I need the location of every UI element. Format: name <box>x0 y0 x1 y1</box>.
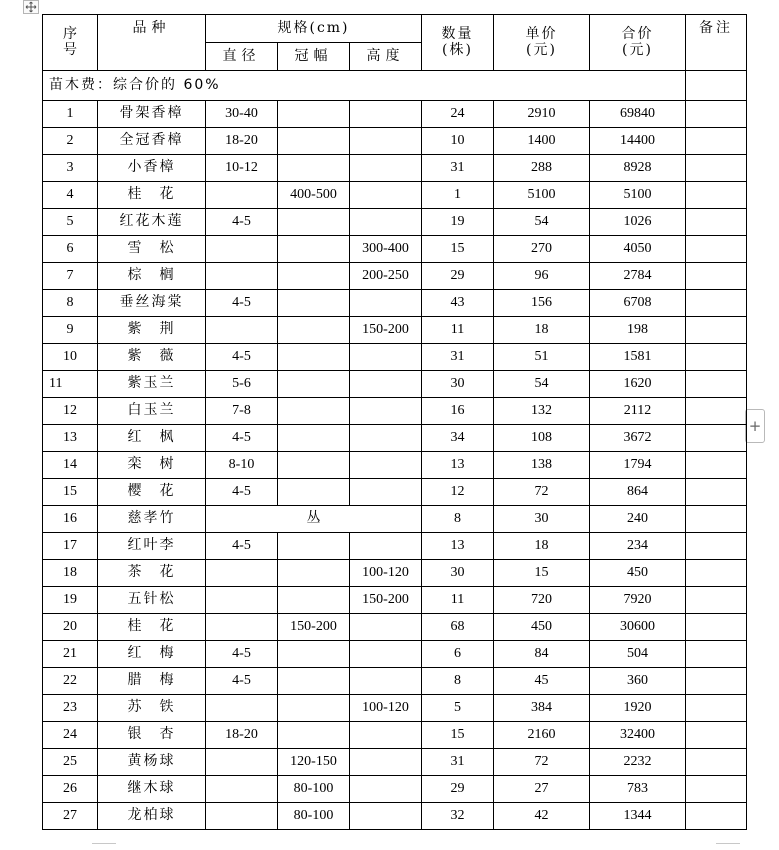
row-species: 樱 花 <box>98 479 206 506</box>
row-total: 360 <box>590 668 686 695</box>
row-total: 1344 <box>590 803 686 830</box>
row-quantity: 32 <box>422 803 494 830</box>
table-row <box>43 398 747 425</box>
table-row <box>43 425 747 452</box>
row-crown <box>278 371 350 398</box>
row-diameter: 4-5 <box>206 425 278 452</box>
row-remark <box>686 776 747 803</box>
row-quantity: 24 <box>422 101 494 128</box>
row-crown <box>278 263 350 290</box>
row-unit-price: 132 <box>494 398 590 425</box>
row-total: 2784 <box>590 263 686 290</box>
table-row <box>43 668 747 695</box>
row-height <box>350 290 422 317</box>
row-crown <box>278 317 350 344</box>
row-crown <box>278 452 350 479</box>
row-species: 棕 榈 <box>98 263 206 290</box>
row-index: 21 <box>43 641 98 668</box>
row-diameter <box>206 560 278 587</box>
row-species: 紫玉兰 <box>98 371 206 398</box>
table-row <box>43 155 747 182</box>
row-quantity: 15 <box>422 236 494 263</box>
row-crown <box>278 425 350 452</box>
row-quantity: 10 <box>422 128 494 155</box>
table-row <box>43 803 747 830</box>
row-index: 16 <box>43 506 98 533</box>
row-remark <box>686 263 747 290</box>
row-height <box>350 533 422 560</box>
row-species: 小香樟 <box>98 155 206 182</box>
row-crown: 80-100 <box>278 776 350 803</box>
table-row <box>43 371 747 398</box>
row-diameter: 7-8 <box>206 398 278 425</box>
row-height <box>350 803 422 830</box>
row-remark <box>686 236 747 263</box>
row-unit-price: 1400 <box>494 128 590 155</box>
table-row <box>43 236 747 263</box>
row-index: 18 <box>43 560 98 587</box>
row-index: 1 <box>43 101 98 128</box>
row-diameter <box>206 236 278 263</box>
row-height <box>350 425 422 452</box>
row-height: 100-120 <box>350 560 422 587</box>
table-row <box>43 695 747 722</box>
row-remark <box>686 533 747 560</box>
row-total: 1026 <box>590 209 686 236</box>
row-crown: 120-150 <box>278 749 350 776</box>
table-row <box>43 101 747 128</box>
row-remark <box>686 668 747 695</box>
row-total: 234 <box>590 533 686 560</box>
row-index: 15 <box>43 479 98 506</box>
row-remark <box>686 209 747 236</box>
row-diameter: 18-20 <box>206 128 278 155</box>
row-crown <box>278 587 350 614</box>
row-remark <box>686 560 747 587</box>
row-unit-price: 27 <box>494 776 590 803</box>
row-unit-price: 138 <box>494 452 590 479</box>
row-height <box>350 155 422 182</box>
row-species: 紫 薇 <box>98 344 206 371</box>
row-quantity: 31 <box>422 344 494 371</box>
row-quantity: 19 <box>422 209 494 236</box>
row-diameter: 4-5 <box>206 641 278 668</box>
row-crown <box>278 641 350 668</box>
row-height <box>350 101 422 128</box>
row-index: 4 <box>43 182 98 209</box>
row-crown <box>278 695 350 722</box>
table-row <box>43 263 747 290</box>
row-diameter <box>206 614 278 641</box>
row-index: 3 <box>43 155 98 182</box>
header-total: 合价 (元) <box>590 15 686 71</box>
row-species: 骨架香樟 <box>98 101 206 128</box>
table-row <box>43 533 747 560</box>
table-row <box>43 749 747 776</box>
row-remark <box>686 722 747 749</box>
row-unit-price: 156 <box>494 290 590 317</box>
row-total: 1794 <box>590 452 686 479</box>
row-unit-price: 30 <box>494 506 590 533</box>
row-unit-price: 18 <box>494 533 590 560</box>
table-row <box>43 452 747 479</box>
row-height <box>350 344 422 371</box>
row-unit-price: 2160 <box>494 722 590 749</box>
row-index: 6 <box>43 236 98 263</box>
row-index: 12 <box>43 398 98 425</box>
row-quantity: 68 <box>422 614 494 641</box>
row-index: 10 <box>43 344 98 371</box>
row-total: 1920 <box>590 695 686 722</box>
row-index: 20 <box>43 614 98 641</box>
row-quantity: 1 <box>422 182 494 209</box>
row-index: 23 <box>43 695 98 722</box>
row-index: 14 <box>43 452 98 479</box>
row-index: 13 <box>43 425 98 452</box>
row-remark <box>686 452 747 479</box>
row-species: 紫 荆 <box>98 317 206 344</box>
row-crown <box>278 236 350 263</box>
row-index: 5 <box>43 209 98 236</box>
row-height <box>350 128 422 155</box>
row-unit-price: 51 <box>494 344 590 371</box>
row-unit-price: 15 <box>494 560 590 587</box>
row-crown: 80-100 <box>278 803 350 830</box>
row-remark <box>686 695 747 722</box>
row-total: 30600 <box>590 614 686 641</box>
row-quantity: 30 <box>422 560 494 587</box>
row-species: 垂丝海棠 <box>98 290 206 317</box>
row-unit-price: 5100 <box>494 182 590 209</box>
row-species: 红叶李 <box>98 533 206 560</box>
row-total: 32400 <box>590 722 686 749</box>
nursery-cost-table <box>42 14 747 830</box>
row-quantity: 16 <box>422 398 494 425</box>
row-index: 26 <box>43 776 98 803</box>
row-species: 红花木莲 <box>98 209 206 236</box>
row-species: 银 杏 <box>98 722 206 749</box>
row-diameter <box>206 803 278 830</box>
row-remark <box>686 101 747 128</box>
row-index: 17 <box>43 533 98 560</box>
row-unit-price: 96 <box>494 263 590 290</box>
row-index: 22 <box>43 668 98 695</box>
row-crown <box>278 560 350 587</box>
row-quantity: 30 <box>422 371 494 398</box>
row-total: 69840 <box>590 101 686 128</box>
row-index: 2 <box>43 128 98 155</box>
row-quantity: 12 <box>422 479 494 506</box>
row-total: 2112 <box>590 398 686 425</box>
header-remark: 备注 <box>686 15 747 71</box>
row-height <box>350 641 422 668</box>
row-diameter <box>206 776 278 803</box>
row-species: 桂 花 <box>98 614 206 641</box>
row-quantity: 31 <box>422 155 494 182</box>
row-total: 450 <box>590 560 686 587</box>
row-crown <box>278 101 350 128</box>
row-diameter: 30-40 <box>206 101 278 128</box>
row-remark <box>686 317 747 344</box>
row-remark <box>686 344 747 371</box>
row-quantity: 13 <box>422 533 494 560</box>
row-height: 300-400 <box>350 236 422 263</box>
row-species: 红 枫 <box>98 425 206 452</box>
row-remark <box>686 128 747 155</box>
row-quantity: 8 <box>422 506 494 533</box>
row-total: 14400 <box>590 128 686 155</box>
row-index: 19 <box>43 587 98 614</box>
row-spec-merged: 丛 <box>206 506 422 533</box>
category-label: 苗木费：综合价的 60% <box>43 71 686 101</box>
row-remark <box>686 749 747 776</box>
row-total: 1581 <box>590 344 686 371</box>
table-row <box>43 209 747 236</box>
row-diameter: 10-12 <box>206 155 278 182</box>
row-diameter: 18-20 <box>206 722 278 749</box>
row-unit-price: 18 <box>494 317 590 344</box>
row-remark <box>686 803 747 830</box>
row-unit-price: 72 <box>494 749 590 776</box>
row-height <box>350 371 422 398</box>
row-total: 1620 <box>590 371 686 398</box>
row-crown <box>278 533 350 560</box>
row-quantity: 29 <box>422 263 494 290</box>
row-diameter <box>206 695 278 722</box>
row-diameter <box>206 749 278 776</box>
row-height <box>350 668 422 695</box>
row-species: 雪 松 <box>98 236 206 263</box>
row-remark <box>686 614 747 641</box>
row-height <box>350 749 422 776</box>
row-quantity: 31 <box>422 749 494 776</box>
row-crown <box>278 209 350 236</box>
row-unit-price: 2910 <box>494 101 590 128</box>
row-diameter: 8-10 <box>206 452 278 479</box>
table-row <box>43 344 747 371</box>
row-crown <box>278 479 350 506</box>
row-index: 7 <box>43 263 98 290</box>
table-row <box>43 776 747 803</box>
row-diameter: 4-5 <box>206 668 278 695</box>
table-move-handle-icon[interactable] <box>23 0 39 14</box>
row-diameter: 4-5 <box>206 209 278 236</box>
row-quantity: 11 <box>422 587 494 614</box>
table-row <box>43 506 747 533</box>
row-unit-price: 54 <box>494 209 590 236</box>
row-unit-price: 720 <box>494 587 590 614</box>
row-species: 苏 铁 <box>98 695 206 722</box>
row-height <box>350 182 422 209</box>
row-quantity: 13 <box>422 452 494 479</box>
row-remark <box>686 371 747 398</box>
header-unit-price: 单价 (元) <box>494 15 590 71</box>
row-total: 5100 <box>590 182 686 209</box>
row-quantity: 34 <box>422 425 494 452</box>
row-diameter <box>206 263 278 290</box>
row-crown <box>278 398 350 425</box>
row-species: 五针松 <box>98 587 206 614</box>
row-unit-price: 108 <box>494 425 590 452</box>
row-total: 4050 <box>590 236 686 263</box>
row-crown <box>278 155 350 182</box>
row-height <box>350 398 422 425</box>
row-remark <box>686 398 747 425</box>
row-height <box>350 614 422 641</box>
table-row <box>43 560 747 587</box>
table-row <box>43 641 747 668</box>
row-height <box>350 479 422 506</box>
header-spec-group: 规格(cm) <box>206 15 422 43</box>
row-species: 腊 梅 <box>98 668 206 695</box>
row-unit-price: 72 <box>494 479 590 506</box>
row-remark <box>686 182 747 209</box>
row-height: 200-250 <box>350 263 422 290</box>
row-species: 全冠香樟 <box>98 128 206 155</box>
row-index: 27 <box>43 803 98 830</box>
row-diameter: 5-6 <box>206 371 278 398</box>
header-quantity: 数量 (株) <box>422 15 494 71</box>
row-unit-price: 45 <box>494 668 590 695</box>
row-species: 桂 花 <box>98 182 206 209</box>
row-total: 504 <box>590 641 686 668</box>
table-row <box>43 290 747 317</box>
row-species: 白玉兰 <box>98 398 206 425</box>
table-row <box>43 722 747 749</box>
row-species: 龙柏球 <box>98 803 206 830</box>
table-row <box>43 614 747 641</box>
row-quantity: 43 <box>422 290 494 317</box>
row-unit-price: 42 <box>494 803 590 830</box>
category-remark-cell <box>686 71 747 101</box>
row-remark <box>686 290 747 317</box>
row-crown: 400-500 <box>278 182 350 209</box>
row-unit-price: 288 <box>494 155 590 182</box>
row-height <box>350 776 422 803</box>
row-quantity: 6 <box>422 641 494 668</box>
row-total: 783 <box>590 776 686 803</box>
row-index: 11 <box>43 371 98 398</box>
row-species: 红 梅 <box>98 641 206 668</box>
row-height: 100-120 <box>350 695 422 722</box>
row-total: 8928 <box>590 155 686 182</box>
row-diameter: 4-5 <box>206 479 278 506</box>
row-diameter <box>206 587 278 614</box>
row-crown <box>278 344 350 371</box>
row-index: 25 <box>43 749 98 776</box>
add-row-plus-icon[interactable]: + <box>745 409 765 443</box>
row-crown <box>278 128 350 155</box>
row-diameter <box>206 182 278 209</box>
category-row <box>43 71 747 101</box>
header-species: 品种 <box>98 15 206 71</box>
header-index: 序 号 <box>43 15 98 71</box>
row-crown <box>278 668 350 695</box>
table-row <box>43 128 747 155</box>
row-species: 栾 树 <box>98 452 206 479</box>
header-crown: 冠幅 <box>278 43 350 71</box>
row-total: 6708 <box>590 290 686 317</box>
row-remark <box>686 479 747 506</box>
row-total: 2232 <box>590 749 686 776</box>
row-height: 150-200 <box>350 587 422 614</box>
table-row <box>43 317 747 344</box>
row-diameter: 4-5 <box>206 344 278 371</box>
row-unit-price: 450 <box>494 614 590 641</box>
row-index: 8 <box>43 290 98 317</box>
row-height <box>350 722 422 749</box>
row-diameter: 4-5 <box>206 290 278 317</box>
row-crown: 150-200 <box>278 614 350 641</box>
row-total: 3672 <box>590 425 686 452</box>
row-unit-price: 54 <box>494 371 590 398</box>
row-total: 198 <box>590 317 686 344</box>
row-diameter <box>206 317 278 344</box>
row-diameter: 4-5 <box>206 533 278 560</box>
header-height: 高度 <box>350 43 422 71</box>
row-remark <box>686 506 747 533</box>
row-quantity: 8 <box>422 668 494 695</box>
row-index: 9 <box>43 317 98 344</box>
row-species: 继木球 <box>98 776 206 803</box>
row-unit-price: 270 <box>494 236 590 263</box>
row-unit-price: 384 <box>494 695 590 722</box>
row-species: 茶 花 <box>98 560 206 587</box>
row-quantity: 5 <box>422 695 494 722</box>
row-quantity: 15 <box>422 722 494 749</box>
table-row <box>43 587 747 614</box>
row-quantity: 29 <box>422 776 494 803</box>
row-quantity: 11 <box>422 317 494 344</box>
row-unit-price: 84 <box>494 641 590 668</box>
row-species: 慈孝竹 <box>98 506 206 533</box>
row-remark <box>686 155 747 182</box>
row-crown <box>278 290 350 317</box>
row-remark <box>686 425 747 452</box>
row-height <box>350 209 422 236</box>
row-crown <box>278 722 350 749</box>
row-height <box>350 452 422 479</box>
table-row <box>43 182 747 209</box>
row-total: 864 <box>590 479 686 506</box>
row-total: 240 <box>590 506 686 533</box>
row-remark <box>686 587 747 614</box>
row-height: 150-200 <box>350 317 422 344</box>
header-diameter: 直径 <box>206 43 278 71</box>
row-index: 24 <box>43 722 98 749</box>
row-total: 7920 <box>590 587 686 614</box>
row-species: 黄杨球 <box>98 749 206 776</box>
row-remark <box>686 641 747 668</box>
table-row <box>43 479 747 506</box>
